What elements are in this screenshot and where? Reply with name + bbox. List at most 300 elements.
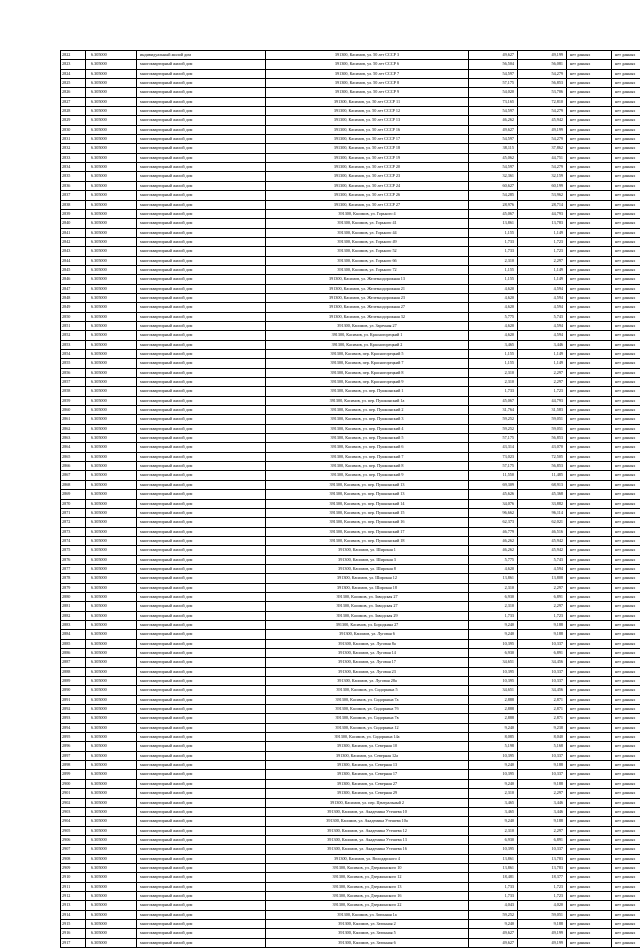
code-cell: 6.305000 — [86, 452, 137, 461]
table-row — [61, 424, 640, 433]
address-cell: 391300, Касимов, ул. Сидоркина 7в — [266, 714, 469, 723]
code-cell: 6.305000 — [86, 125, 137, 134]
status-2-cell: нет данных — [612, 873, 640, 882]
status-2-cell: нет данных — [612, 350, 640, 359]
row-number-cell: 2843 — [61, 247, 86, 256]
address-cell: 391300, Касимов, ул. 50 лет СССР 23 — [266, 172, 469, 181]
code-cell: 6.305000 — [86, 686, 137, 695]
address-cell: 391300, Касимов, ул. Северная 17 — [266, 770, 469, 779]
address-cell: 391300, Касимов, ул. Заречная 27 — [266, 321, 469, 330]
value-1-cell: 1,733 — [469, 882, 518, 891]
row-number-cell: 2894 — [61, 723, 86, 732]
table-row — [61, 406, 640, 415]
address-cell: 391300, Касимов, ул. Дзержинского 12 — [266, 873, 469, 882]
value-2-cell: 4,594 — [518, 303, 567, 312]
status-1-cell: нет данных — [567, 770, 612, 779]
address-cell: 391300, Касимов, ул. 50 лет СССР 12 — [266, 107, 469, 116]
status-1-cell: нет данных — [567, 415, 612, 424]
value-2-cell: 6,891 — [518, 835, 567, 844]
value-1-cell: 6,930 — [469, 835, 518, 844]
value-2-cell: 56,853 — [518, 462, 567, 471]
value-1-cell: 4,620 — [469, 331, 518, 340]
status-2-cell: нет данных — [612, 125, 640, 134]
address-cell: 391300, Касимов, ул. Северная 10 — [266, 742, 469, 751]
building-type-cell: многоквартирный жилой дом — [137, 312, 266, 321]
status-1-cell: нет данных — [567, 658, 612, 667]
address-cell: 391300, Касимов, ул. Академика Утешева 10 — [266, 807, 469, 816]
building-type-cell: многоквартирный жилой дом — [137, 107, 266, 116]
row-number-cell: 2885 — [61, 639, 86, 648]
building-type-cell: многоквартирный жилой дом — [137, 340, 266, 349]
status-2-cell: нет данных — [612, 733, 640, 742]
table-row — [61, 359, 640, 368]
value-1-cell: 1,733 — [469, 237, 518, 246]
value-2-cell: 62,021 — [518, 518, 567, 527]
code-cell: 6.305000 — [86, 387, 137, 396]
table-row — [61, 265, 640, 274]
table-row — [61, 331, 640, 340]
code-cell: 6.305000 — [86, 275, 137, 284]
address-cell: 391300, Касимов, ул. Володарского 4 — [266, 854, 469, 863]
code-cell: 6.305000 — [86, 901, 137, 910]
status-2-cell: нет данных — [612, 620, 640, 629]
address-cell: 391300, Касимов, ул. Широкая 18 — [266, 583, 469, 592]
status-1-cell: нет данных — [567, 172, 612, 181]
value-2-cell: 9,188 — [518, 919, 567, 928]
code-cell: 6.305000 — [86, 863, 137, 872]
status-1-cell: нет данных — [567, 574, 612, 583]
code-cell: 6.305000 — [86, 592, 137, 601]
value-2-cell: 2,871 — [518, 714, 567, 723]
value-1-cell: 10,395 — [469, 845, 518, 854]
value-1-cell: 5,198 — [469, 742, 518, 751]
value-2-cell: 1,149 — [518, 359, 567, 368]
code-cell: 6.305000 — [86, 144, 137, 153]
table-row — [61, 499, 640, 508]
value-1-cell: 31,764 — [469, 406, 518, 415]
address-cell: 391300, Касимов, ул. 50 лет СССР 17 — [266, 135, 469, 144]
value-1-cell: 10,395 — [469, 751, 518, 760]
code-cell: 6.305000 — [86, 490, 137, 499]
value-1-cell: 62,373 — [469, 518, 518, 527]
address-cell: 391300, Касимов, ул. Сидоркина 12 — [266, 723, 469, 732]
row-number-cell: 2873 — [61, 527, 86, 536]
building-type-cell: многоквартирный жилой дом — [137, 153, 266, 162]
table-row — [61, 107, 640, 116]
value-1-cell: 5,775 — [469, 555, 518, 564]
value-2-cell: 96,114 — [518, 508, 567, 517]
address-cell: 391300, Касимов, ул. пер. Пушкинский 3 — [266, 415, 469, 424]
value-2-cell: 1,149 — [518, 228, 567, 237]
building-type-cell: многоквартирный жилой дом — [137, 714, 266, 723]
status-1-cell: нет данных — [567, 499, 612, 508]
building-type-cell: многоквартирный жилой дом — [137, 499, 266, 508]
housing-table — [60, 50, 640, 948]
status-2-cell: нет данных — [612, 172, 640, 181]
table-row — [61, 639, 640, 648]
address-cell: 391300, Касимов, ул. Горького 44 — [266, 228, 469, 237]
code-cell: 6.305000 — [86, 462, 137, 471]
status-1-cell: нет данных — [567, 200, 612, 209]
building-type-cell: многоквартирный жилой дом — [137, 536, 266, 545]
status-2-cell: нет данных — [612, 592, 640, 601]
status-1-cell: нет данных — [567, 471, 612, 480]
value-2-cell: 1,723 — [518, 237, 567, 246]
building-type-cell: многоквартирный жилой дом — [137, 630, 266, 639]
value-2-cell: 6,891 — [518, 649, 567, 658]
code-cell: 6.305000 — [86, 564, 137, 573]
row-number-cell: 2849 — [61, 303, 86, 312]
code-cell: 6.305000 — [86, 714, 137, 723]
value-2-cell: 4,594 — [518, 321, 567, 330]
status-1-cell: нет данных — [567, 293, 612, 302]
row-number-cell: 2866 — [61, 462, 86, 471]
status-1-cell: нет данных — [567, 462, 612, 471]
code-cell: 6.305000 — [86, 929, 137, 938]
value-1-cell: 45,062 — [469, 153, 518, 162]
row-number-cell: 2824 — [61, 69, 86, 78]
address-cell: 391300, Касимов, ул. 50 лет СССР 18 — [266, 144, 469, 153]
value-2-cell: 49,199 — [518, 929, 567, 938]
address-cell: 391300, Касимов, ул. 50 лет СССР 19 — [266, 153, 469, 162]
address-cell: 391300, Касимов, ул. пер. Пушкинский 1а — [266, 396, 469, 405]
value-2-cell: 10,337 — [518, 667, 567, 676]
building-type-cell: многоквартирный жилой дом — [137, 144, 266, 153]
value-2-cell: 54,279 — [518, 69, 567, 78]
row-number-cell: 2909 — [61, 863, 86, 872]
status-1-cell: нет данных — [567, 97, 612, 106]
value-2-cell: 9,188 — [518, 630, 567, 639]
address-cell: 391300, Касимов, ул. 50 лет СССР 26 — [266, 191, 469, 200]
building-type-cell: многоквартирный жилой дом — [137, 303, 266, 312]
value-2-cell: 2,297 — [518, 583, 567, 592]
row-number-cell: 2839 — [61, 209, 86, 218]
row-number-cell: 2860 — [61, 406, 86, 415]
value-2-cell: 34,456 — [518, 658, 567, 667]
table-row — [61, 938, 640, 947]
value-1-cell: 11,550 — [469, 471, 518, 480]
address-cell: 391300, Касимов, ул. Луговая 8а — [266, 639, 469, 648]
value-1-cell: 54,597 — [469, 69, 518, 78]
code-cell: 6.305000 — [86, 265, 137, 274]
address-cell: 391300, Касимов, ул. 50 лет СССР 3 — [266, 51, 469, 60]
status-2-cell: нет данных — [612, 303, 640, 312]
value-2-cell: 37,862 — [518, 144, 567, 153]
building-type-cell: многоквартирный жилой дом — [137, 798, 266, 807]
value-2-cell: 43,070 — [518, 443, 567, 452]
value-2-cell: 1,723 — [518, 387, 567, 396]
row-number-cell: 2868 — [61, 480, 86, 489]
table-row — [61, 60, 640, 69]
value-1-cell: 9,240 — [469, 630, 518, 639]
table-row — [61, 116, 640, 125]
status-1-cell: нет данных — [567, 265, 612, 274]
table-row — [61, 69, 640, 78]
value-2-cell: 54,279 — [518, 163, 567, 172]
building-type-cell: многоквартирный жилой дом — [137, 88, 266, 97]
status-1-cell: нет данных — [567, 649, 612, 658]
code-cell: 6.305000 — [86, 312, 137, 321]
table-row — [61, 434, 640, 443]
row-number-cell: 2847 — [61, 284, 86, 293]
address-cell: 391300, Касимов, ул. Дзержинского 16 — [266, 891, 469, 900]
value-2-cell: 33,882 — [518, 499, 567, 508]
value-1-cell: 54,020 — [469, 88, 518, 97]
status-1-cell: нет данных — [567, 789, 612, 798]
status-1-cell: нет данных — [567, 88, 612, 97]
row-number-cell: 2902 — [61, 798, 86, 807]
building-type-cell: многоквартирный жилой дом — [137, 181, 266, 190]
value-2-cell: 1,723 — [518, 882, 567, 891]
value-2-cell: 10,337 — [518, 751, 567, 760]
status-1-cell: нет данных — [567, 546, 612, 555]
status-2-cell: нет данных — [612, 471, 640, 480]
value-1-cell: 5,775 — [469, 312, 518, 321]
value-1-cell: 34,651 — [469, 658, 518, 667]
value-1-cell: 32,361 — [469, 172, 518, 181]
value-2-cell: 53,962 — [518, 191, 567, 200]
value-2-cell: 3,446 — [518, 798, 567, 807]
value-1-cell: 57,175 — [469, 79, 518, 88]
table-row — [61, 583, 640, 592]
building-type-cell: многоквартирный жилой дом — [137, 574, 266, 583]
row-number-cell: 2875 — [61, 546, 86, 555]
status-2-cell: нет данных — [612, 863, 640, 872]
code-cell: 6.305000 — [86, 153, 137, 162]
code-cell: 6.305000 — [86, 471, 137, 480]
table-row — [61, 443, 640, 452]
address-cell: 391300, Касимов, ул. Луговая 6 — [266, 630, 469, 639]
value-1-cell: 49,627 — [469, 51, 518, 60]
building-type-cell: многоквартирный жилой дом — [137, 919, 266, 928]
code-cell: 6.305000 — [86, 415, 137, 424]
row-number-cell: 2856 — [61, 368, 86, 377]
code-cell: 6.305000 — [86, 406, 137, 415]
code-cell: 6.305000 — [86, 321, 137, 330]
status-1-cell: нет данных — [567, 135, 612, 144]
building-type-cell: многоквартирный жилой дом — [137, 293, 266, 302]
building-type-cell: многоквартирный жилой дом — [137, 583, 266, 592]
table-row — [61, 237, 640, 246]
value-2-cell: 56,853 — [518, 79, 567, 88]
status-1-cell: нет данных — [567, 863, 612, 872]
value-2-cell: 10,337 — [518, 677, 567, 686]
row-number-cell: 2871 — [61, 508, 86, 517]
table-row — [61, 135, 640, 144]
status-1-cell: нет данных — [567, 116, 612, 125]
code-cell: 6.305000 — [86, 172, 137, 181]
value-2-cell: 46,516 — [518, 527, 567, 536]
row-number-cell: 2915 — [61, 919, 86, 928]
building-type-cell: многоквартирный жилой дом — [137, 265, 266, 274]
status-2-cell: нет данных — [612, 630, 640, 639]
table-row — [61, 919, 640, 928]
building-type-cell: многоквартирный жилой дом — [137, 817, 266, 826]
building-type-cell: многоквартирный жилой дом — [137, 826, 266, 835]
status-2-cell: нет данных — [612, 237, 640, 246]
status-2-cell: нет данных — [612, 480, 640, 489]
address-cell: 391300, Касимов, ул. 50 лет СССР 24 — [266, 181, 469, 190]
table-row — [61, 733, 640, 742]
code-cell: 6.305000 — [86, 424, 137, 433]
value-1-cell: 2,888 — [469, 714, 518, 723]
status-2-cell: нет данных — [612, 929, 640, 938]
value-1-cell: 45,626 — [469, 490, 518, 499]
value-2-cell: 54,279 — [518, 135, 567, 144]
value-2-cell: 4,020 — [518, 901, 567, 910]
value-2-cell: 9,188 — [518, 779, 567, 788]
row-number-cell: 2907 — [61, 845, 86, 854]
table-row — [61, 667, 640, 676]
status-2-cell: нет данных — [612, 443, 640, 452]
code-cell: 6.305000 — [86, 779, 137, 788]
code-cell: 6.305000 — [86, 331, 137, 340]
value-1-cell: 3,465 — [469, 807, 518, 816]
status-2-cell: нет данных — [612, 779, 640, 788]
value-2-cell: 59,051 — [518, 415, 567, 424]
value-1-cell: 9,240 — [469, 723, 518, 732]
row-number-cell: 2855 — [61, 359, 86, 368]
status-2-cell: нет данных — [612, 265, 640, 274]
row-number-cell: 2901 — [61, 789, 86, 798]
address-cell: 391300, Касимов, ул. Сидоркина 5 — [266, 686, 469, 695]
value-2-cell: 59,051 — [518, 424, 567, 433]
row-number-cell: 2906 — [61, 835, 86, 844]
building-type-cell: многоквартирный жилой дом — [137, 237, 266, 246]
value-2-cell: 49,199 — [518, 938, 567, 947]
status-2-cell: нет данных — [612, 247, 640, 256]
address-cell: 391300, Касимов, пер. Красногорецкий 9 — [266, 378, 469, 387]
status-2-cell: нет данных — [612, 677, 640, 686]
address-cell: 391300, Касимов, ул. пер. Пушкинский 13 — [266, 480, 469, 489]
value-2-cell: 9,188 — [518, 761, 567, 770]
row-number-cell: 2850 — [61, 312, 86, 321]
status-2-cell: нет данных — [612, 452, 640, 461]
building-type-cell: многоквартирный жилой дом — [137, 789, 266, 798]
value-2-cell: 44,793 — [518, 209, 567, 218]
building-type-cell: индивидуальный жилой дом — [137, 51, 266, 60]
status-1-cell: нет данных — [567, 181, 612, 190]
value-1-cell: 28,976 — [469, 200, 518, 209]
building-type-cell: многоквартирный жилой дом — [137, 424, 266, 433]
code-cell: 6.305000 — [86, 69, 137, 78]
row-number-cell: 2908 — [61, 854, 86, 863]
status-2-cell: нет данных — [612, 938, 640, 947]
code-cell: 6.305000 — [86, 434, 137, 443]
address-cell: 391300, Касимов, ул. Сидоркина 7а — [266, 695, 469, 704]
status-2-cell: нет данных — [612, 611, 640, 620]
code-cell: 6.305000 — [86, 705, 137, 714]
value-2-cell: 54,279 — [518, 107, 567, 116]
status-2-cell: нет данных — [612, 714, 640, 723]
status-2-cell: нет данных — [612, 415, 640, 424]
status-2-cell: нет данных — [612, 406, 640, 415]
building-type-cell: многоквартирный жилой дом — [137, 779, 266, 788]
value-2-cell: 1,723 — [518, 247, 567, 256]
row-number-cell: 2890 — [61, 686, 86, 695]
value-2-cell: 1,149 — [518, 275, 567, 284]
value-2-cell: 59,051 — [518, 910, 567, 919]
status-2-cell: нет данных — [612, 527, 640, 536]
value-1-cell: 4,043 — [469, 901, 518, 910]
table-row — [61, 256, 640, 265]
value-1-cell: 4,620 — [469, 293, 518, 302]
address-cell: 391300, Касимов, ул. 50 лет СССР 7 — [266, 69, 469, 78]
building-type-cell: многоквартирный жилой дом — [137, 172, 266, 181]
value-1-cell: 2,310 — [469, 602, 518, 611]
value-2-cell: 32,159 — [518, 172, 567, 181]
value-1-cell: 2,888 — [469, 695, 518, 704]
value-1-cell: 49,627 — [469, 929, 518, 938]
table-row — [61, 275, 640, 284]
value-2-cell: 2,297 — [518, 826, 567, 835]
value-1-cell: 10,395 — [469, 667, 518, 676]
building-type-cell: многоквартирный жилой дом — [137, 452, 266, 461]
status-1-cell: нет данных — [567, 817, 612, 826]
building-type-cell: многоквартирный жилой дом — [137, 518, 266, 527]
status-1-cell: нет данных — [567, 611, 612, 620]
status-1-cell: нет данных — [567, 424, 612, 433]
code-cell: 6.305000 — [86, 658, 137, 667]
value-2-cell: 10,337 — [518, 845, 567, 854]
row-number-cell: 2889 — [61, 677, 86, 686]
row-number-cell: 2840 — [61, 219, 86, 228]
status-1-cell: нет данных — [567, 275, 612, 284]
value-2-cell: 2,297 — [518, 789, 567, 798]
status-2-cell: нет данных — [612, 658, 640, 667]
table-row — [61, 686, 640, 695]
table-row — [61, 527, 640, 536]
code-cell: 6.305000 — [86, 200, 137, 209]
table-row — [61, 695, 640, 704]
table-row — [61, 751, 640, 760]
building-type-cell: многоквартирный жилой дом — [137, 321, 266, 330]
address-cell: 391300, Касимов, ул. 50 лет СССР 20 — [266, 163, 469, 172]
value-2-cell: 4,594 — [518, 293, 567, 302]
status-2-cell: нет данных — [612, 789, 640, 798]
row-number-cell: 2881 — [61, 602, 86, 611]
status-2-cell: нет данных — [612, 546, 640, 555]
value-2-cell: 53,706 — [518, 88, 567, 97]
value-1-cell: 49,627 — [469, 125, 518, 134]
code-cell: 6.305000 — [86, 882, 137, 891]
value-1-cell: 9,240 — [469, 779, 518, 788]
table-row — [61, 518, 640, 527]
address-cell: 391300, Касимов, ул. Академика Утешева 10а — [266, 817, 469, 826]
status-2-cell: нет данных — [612, 153, 640, 162]
table-row — [61, 723, 640, 732]
row-number-cell: 2837 — [61, 191, 86, 200]
building-type-cell: многоквартирный жилой дом — [137, 163, 266, 172]
address-cell: 391300, Касимов, ул. Сидоркина 7б — [266, 705, 469, 714]
building-type-cell: многоквартирный жилой дом — [137, 116, 266, 125]
status-1-cell: нет данных — [567, 901, 612, 910]
code-cell: 6.305000 — [86, 518, 137, 527]
table-row — [61, 125, 640, 134]
row-number-cell: 2874 — [61, 536, 86, 545]
address-cell: 391300, Касимов, ул. Дзержинского 13 — [266, 882, 469, 891]
value-2-cell: 13,783 — [518, 863, 567, 872]
table-row — [61, 508, 640, 517]
status-1-cell: нет данных — [567, 835, 612, 844]
value-2-cell: 9,188 — [518, 817, 567, 826]
status-1-cell: нет данных — [567, 564, 612, 573]
code-cell: 6.305000 — [86, 209, 137, 218]
value-1-cell: 69,309 — [469, 480, 518, 489]
code-cell: 6.305000 — [86, 639, 137, 648]
address-cell: 391300, Касимов, пер. Красногорецкий 7 — [266, 359, 469, 368]
building-type-cell: многоквартирный жилой дом — [137, 658, 266, 667]
